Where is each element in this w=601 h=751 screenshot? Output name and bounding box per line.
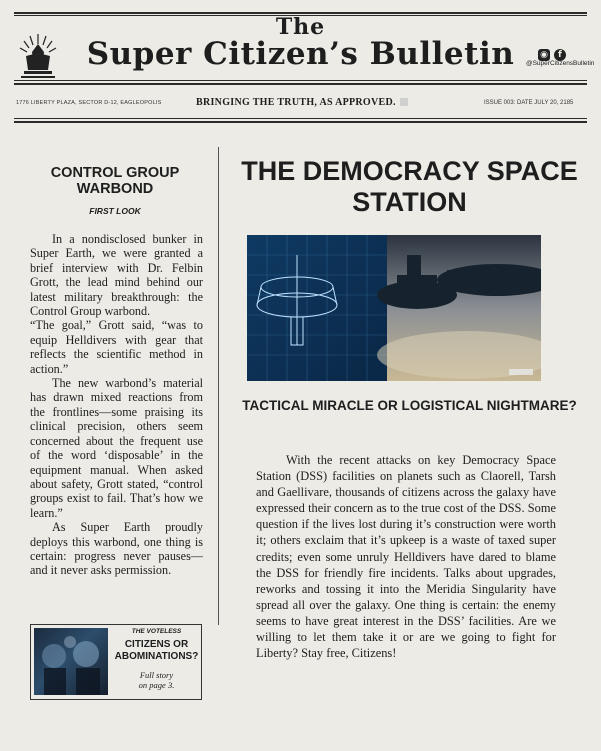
promo-image — [34, 628, 108, 695]
hero-image — [247, 235, 541, 381]
facebook-icon[interactable]: f — [554, 49, 566, 61]
promo-continuation — [113, 670, 200, 690]
left-paragraph-3: The new warbond’s material has drawn mixed reactions from the frontlines—some praising its clinical precision, others seem concerned about the frequent use of the word ‘disposable’ in the equipment manual. When asked about safety, Grott stated, “control groups exist to fail. That’s how we learn.” — [30, 376, 203, 520]
left-paragraph-1: In a nondisclosed bunker in Super Earth, we were granted a brief interview with Dr. Felbin Grott, the lead mind behind our latest military breakthrough: the Control Group warbond. — [30, 232, 203, 319]
promo-more-line-2: on page 3. — [138, 680, 175, 690]
promo-more-line-1: Full story — [139, 670, 174, 680]
left-article-body — [30, 232, 203, 578]
social-handle[interactable]: @SuperCitizensBulletin — [526, 60, 595, 67]
left-paragraph-4: As Super Earth proudly deploys this warbond, one thing is certain: progress never pauses—and it never asks permission. — [30, 520, 203, 578]
main-article-body — [256, 452, 556, 661]
tagline-text: BRINGING THE TRUTH, AS APPROVED. — [196, 97, 396, 108]
main-headline: THE DEMOCRACY SPACE STATION — [241, 156, 578, 217]
main-deck: TACTICAL MIRACLE OR LOGISTICAL NIGHTMARE? — [242, 398, 577, 413]
address-line: 1776 LIBERTY PLAZA, SECTOR D-12, EAGLEOPOLIS — [16, 100, 162, 106]
tagline — [196, 97, 408, 108]
masthead-title: Super Citizen’s Bulletin — [86, 36, 515, 72]
stamp-icon — [400, 98, 408, 106]
left-paragraph-2: “The goal,” Grott said, “was to equip Helldivers with gear that reflects the scientific method in action.” — [30, 318, 203, 376]
subbar-rule — [14, 121, 587, 123]
subbar-rule-thin — [14, 118, 587, 119]
masthead-rule-thin — [14, 80, 587, 81]
masthead-the: The — [275, 14, 326, 40]
issue-date: ISSUE 003: DATE JULY 20, 2185 — [484, 100, 574, 106]
promo-title: CITIZENS OR ABOMINATIONS? — [114, 639, 199, 662]
promo-box[interactable] — [30, 624, 202, 700]
main-body-text: With the recent attacks on key Democracy Space Station (DSS) facilities on planets such as Claorell, Tarsh and Gaellivare, thousands of citizens across the galaxy have expressed their concern as to the true cost of the DSS. Some question if the lives lost during it’s construction were worth it; others exclaim that it’s upkeep is a waste of taxed super credits; even some unruly Helldivers have dared to blame the DSS for friendly fire incidents. Talks about upgrades, reworks and tossing it into the Meridia Singularity have spread all over the galaxy. One thing is certain: the enemy seems to have great interest in the DSS’ facilities. Are we willing to let them take it or are we going to fight for Liberty? Stay free, Citizens! — [256, 453, 556, 661]
left-kicker: FIRST LOOK — [89, 206, 141, 216]
left-headline: CONTROL GROUP WARBOND — [50, 165, 180, 197]
discord-icon[interactable]: ◉ — [538, 49, 550, 61]
column-divider — [218, 147, 219, 625]
masthead-rule — [14, 83, 587, 85]
promo-kicker: THE VOTELESS — [131, 628, 182, 635]
